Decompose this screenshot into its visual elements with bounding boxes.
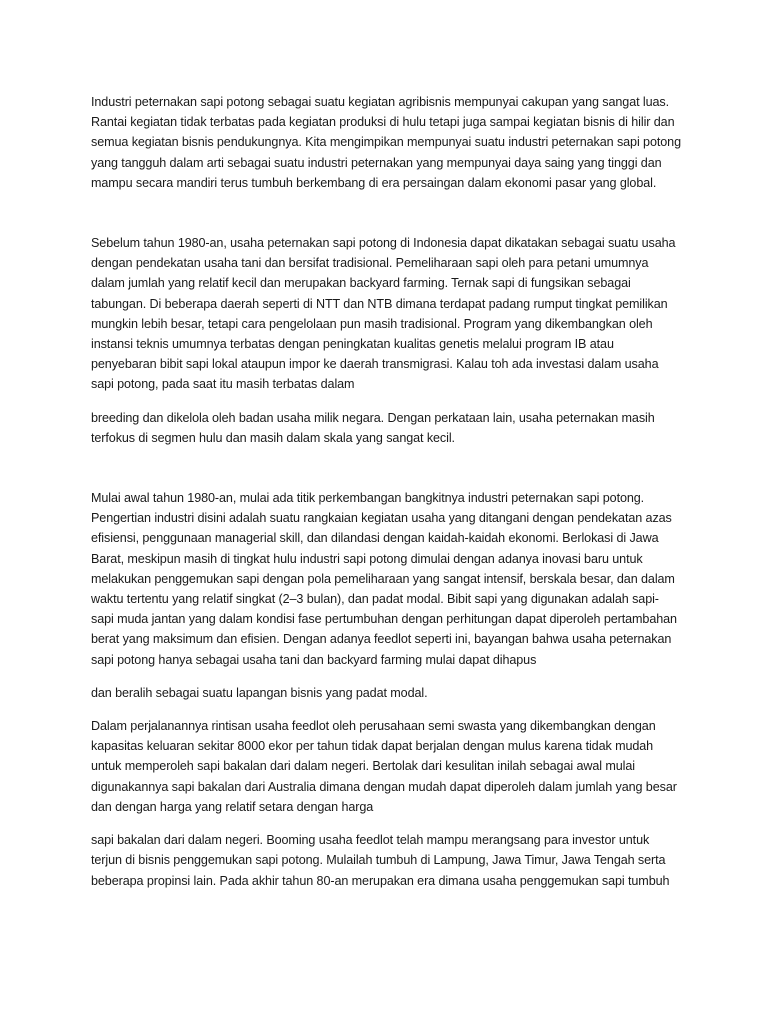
paragraph-early-1980s: Mulai awal tahun 1980-an, mulai ada titik perkembangan bangkitnya industri peternakan sapi potong. Pengertian industri disini adalah suatu rangkaian kegiatan usaha yang ditangani dengan pendekatan azas efisiensi, penggunaan managerial skill, dan dilandasi dengan kaidah-kaidah ekonomi. Berlokasi di Jawa Barat, meskipun masih di tingkat hulu industri sapi potong dimulai dengan adanya inovasi baru untuk melakukan penggemukan sapi dengan pola pemeliharaan yang sangat intensif, berskala besar, dan dalam waktu tertentu yang relatif singkat (2–3 bulan), dan padat modal. Bibit sapi yang digunakan adalah sapi-sapi muda jantan yang dalam kondisi fase pertumbuhan dengan perhitungan dapat diperoleh pertambahan berat yang maksimum dan efisien. Dengan adanya feedlot seperti ini, bayangan bahwa usaha peternakan sapi potong hanya sebagai usaha tani dan backyard farming mulai dapat dihapus <box>91 491 677 667</box>
paragraph-capital-intensive: dan beralih sebagai suatu lapangan bisnis yang padat modal. <box>91 685 428 700</box>
paragraph-before-1980: Sebelum tahun 1980-an, usaha peternakan sapi potong di Indonesia dapat dikatakan sebagai suatu usaha dengan pendekatan usaha tani dan bersifat tradisional. Pemeliharaan sapi oleh para petani umumnya dalam jumlah yang relatif kecil dan merupakan backyard farming. Ternak sapi di fungsikan sebagai tabungan. Di beberapa daerah seperti di NTT dan NTB dimana terdapat padang rumput tingkat pemilikan mungkin lebih besar, tetapi cara pengelolaan pun masih tradisional. Program yang dikembangkan oleh instansi teknis umumnya terbatas dengan peningkatan kualitas genetis melalui program IB atau penyebaran bibit sapi lokal ataupun impor ke daerah transmigrasi. Kalau toh ada investasi dalam usaha sapi potong, pada saat itu masih terbatas dalam <box>91 236 676 392</box>
paragraph-breeding-continuation: breeding dan dikelola oleh badan usaha milik negara. Dengan perkataan lain, usaha peternakan masih terfokus di segmen hulu dan masih dalam skala yang sangat kecil. <box>91 410 655 445</box>
paragraph-agribisnis-intro: Industri peternakan sapi potong sebagai suatu kegiatan agribisnis mempunyai cakupan yang sangat luas. Rantai kegiatan tidak terbatas pada kegiatan produksi di hulu tetapi juga sampai kegiatan bisnis di hilir dan semua kegiatan bisnis pendukungnya. Kita mengimpikan mempunyai suatu industri peternakan sapi potong yang tangguh dalam arti sebagai suatu industri peternakan yang mempunyai daya saing yang tinggi dan mampu secara mandiri terus tumbuh berkembang di era persaingan dalam ekonomi pasar yang global. <box>91 95 681 190</box>
paragraph-feedlot-booming: sapi bakalan dari dalam negeri. Booming usaha feedlot telah mampu merangsang para investor untuk terjun di bisnis penggemukan sapi potong. Mulailah tumbuh di Lampung, Jawa Timur, Jawa Tengah serta beberapa propinsi lain. Pada akhir tahun 80-an merupakan era dimana usaha penggemukan sapi tumbuh <box>91 833 670 888</box>
document-body <box>91 92 681 891</box>
paragraph-feedlot-journey: Dalam perjalanannya rintisan usaha feedlot oleh perusahaan semi swasta yang dikembangkan dengan kapasitas keluaran sekitar 8000 ekor per tahun tidak dapat berjalan dengan mulus karena tidak mudah untuk memperoleh sapi bakalan dari dalam negeri. Bertolak dari kesulitan inilah sebagai awal mulai digunakannya sapi bakalan dari Australia dimana dengan mudah dapat diperoleh dalam jumlah yang besar dan dengan harga yang relatif setara dengan harga <box>91 719 677 814</box>
